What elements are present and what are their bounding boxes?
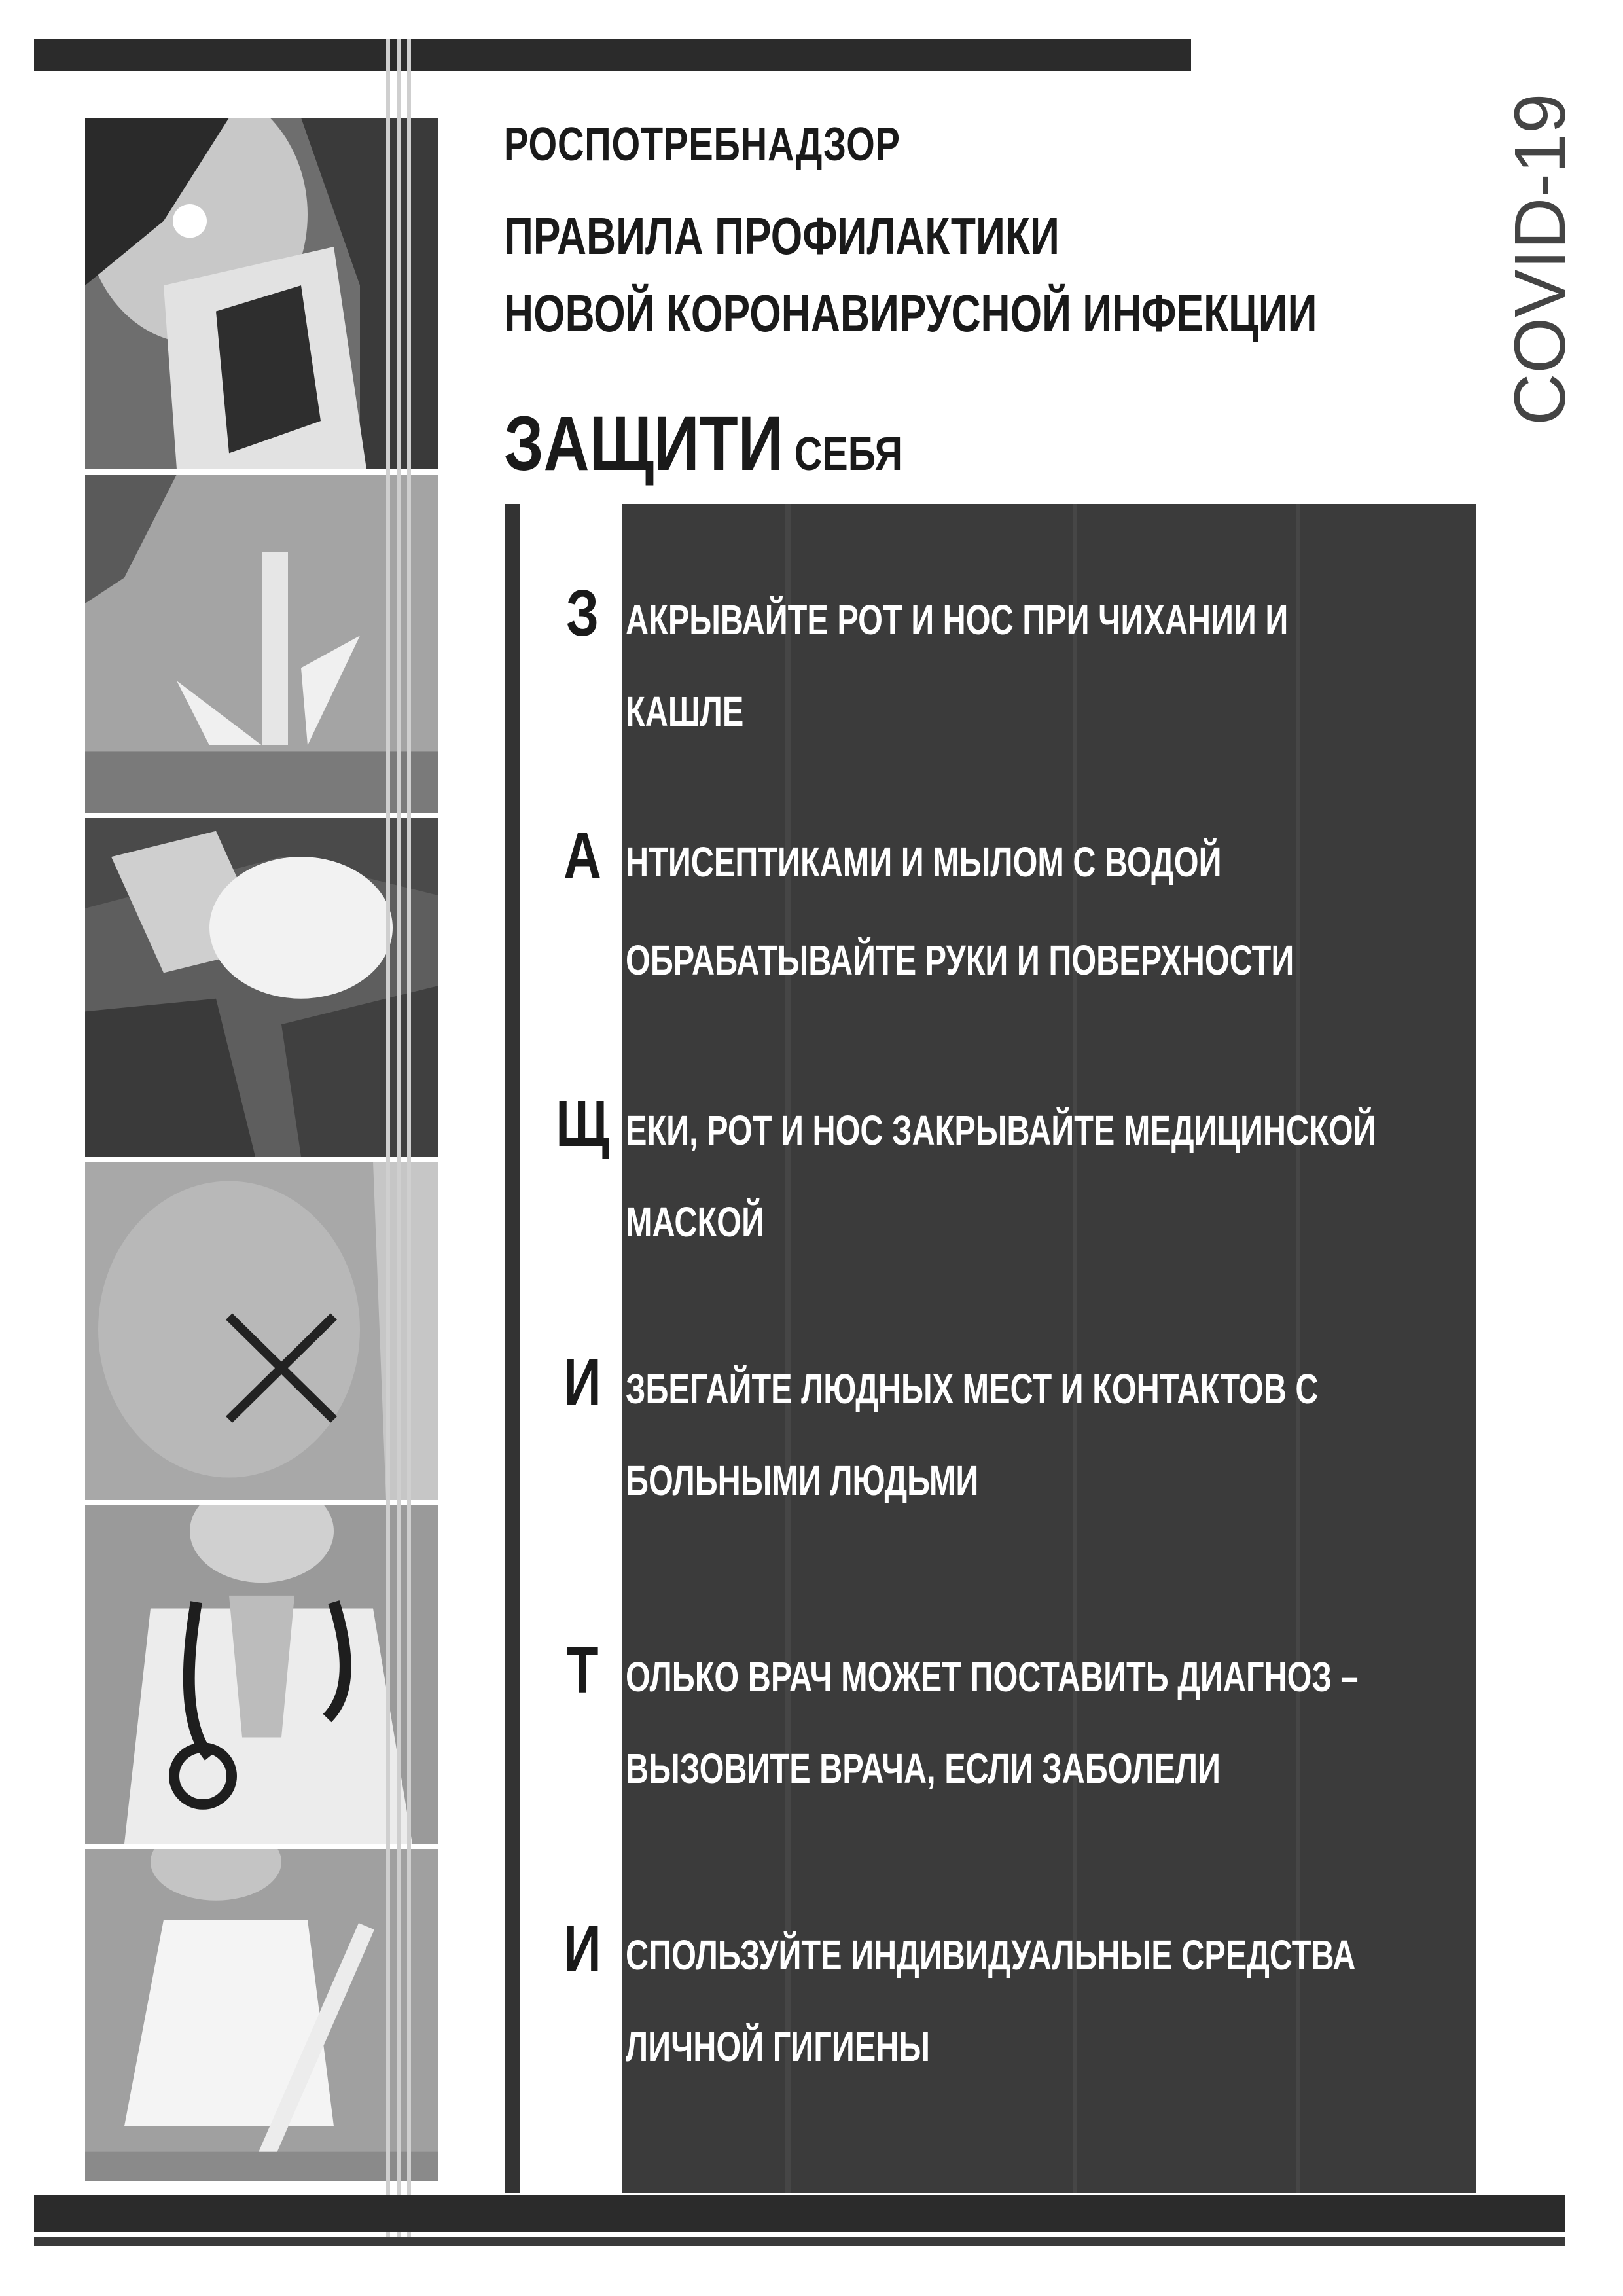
bottom-bar-thin bbox=[34, 2237, 1565, 2246]
header bbox=[504, 118, 1486, 352]
rule-text-line2: КАШЛЕ bbox=[626, 688, 744, 735]
rule-text-line2: ОБРАБАТЫВАЙТЕ РУКИ И ПОВЕРХНОСТИ bbox=[626, 937, 1294, 984]
covid-side-label: COVID-19 bbox=[1500, 93, 1580, 425]
protect-word: ЗАЩИТИ bbox=[504, 401, 784, 487]
page-title-line1: ПРАВИЛА ПРОФИЛАКТИКИ bbox=[504, 207, 1060, 265]
protect-self: СЕБЯ bbox=[794, 428, 903, 480]
rule-text-line1: ЕКИ, РОТ И НОС ЗАКРЫВАЙТЕ МЕДИЦИНСКОЙ bbox=[626, 1107, 1376, 1154]
rule-text-line1: ЗБЕГАЙТЕ ЛЮДНЫХ МЕСТ И КОНТАКТОВ С bbox=[626, 1365, 1319, 1412]
scan-line bbox=[407, 39, 411, 2245]
rule-text-line2: БОЛЬНЫМИ ЛЮДЬМИ bbox=[626, 1457, 979, 1504]
doctor-stethoscope-icon bbox=[85, 1505, 438, 1849]
rule-letter: Т bbox=[566, 1634, 599, 1707]
rule-text-line2: МАСКОЙ bbox=[626, 1198, 765, 1246]
rule-letter: А bbox=[563, 819, 601, 892]
rule-text-line1: НТИСЕПТИКАМИ И МЫЛОМ С ВОДОЙ bbox=[626, 838, 1222, 886]
rule-text-line2: ЛИЧНОЙ ГИГИЕНЫ bbox=[626, 2023, 930, 2070]
rule-letter: Щ bbox=[556, 1087, 609, 1160]
bottom-bar bbox=[34, 2195, 1565, 2232]
rule-letter: И bbox=[563, 1912, 601, 1985]
rule-text-line1: АКРЫВАЙТЕ РОТ И НОС ПРИ ЧИХАНИИ И bbox=[626, 596, 1289, 643]
rule-letter: З bbox=[565, 577, 599, 650]
no-contact-cross-icon bbox=[85, 1162, 438, 1505]
top-bar bbox=[34, 39, 1191, 71]
scan-line bbox=[386, 39, 390, 2245]
left-accent-bar bbox=[505, 504, 520, 2193]
towel-toothbrush-icon bbox=[85, 1849, 438, 2186]
org-name: РОСПОТРЕБНАДЗОР bbox=[504, 118, 901, 171]
page-title-line2: НОВОЙ КОРОНАВИРУСНОЙ ИНФЕКЦИИ bbox=[504, 284, 1317, 342]
rule-text-line1: СПОЛЬЗУЙТЕ ИНДИВИДУАЛЬНЫЕ СРЕДСТВА bbox=[626, 1931, 1356, 1979]
rule-text-line1: ОЛЬКО ВРАЧ МОЖЕТ ПОСТАВИТЬ ДИАГНОЗ – bbox=[626, 1653, 1359, 1700]
rule-text-line2: ВЫЗОВИТЕ ВРАЧА, ЕСЛИ ЗАБОЛЕЛИ bbox=[626, 1745, 1221, 1792]
scan-line bbox=[397, 39, 401, 2245]
protect-heading bbox=[504, 399, 902, 488]
illustration-column bbox=[85, 118, 438, 2186]
face-mask-icon bbox=[85, 818, 438, 1162]
hand-washing-icon bbox=[85, 475, 438, 818]
sneezing-person-icon bbox=[85, 118, 438, 475]
rule-letter: И bbox=[563, 1346, 601, 1419]
